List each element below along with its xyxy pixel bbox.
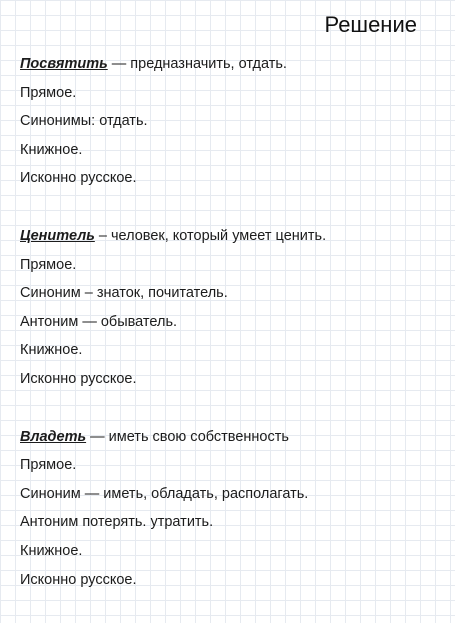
entry-vladet	[20, 423, 445, 595]
entry-line: Книжное.	[20, 542, 83, 559]
entry-definition: – человек, который умеет ценить.	[94, 227, 327, 244]
entry-line: Прямое.	[20, 457, 77, 474]
entry-line: Синоним – знаток, почитатель.	[20, 285, 228, 302]
page-title: Решение	[324, 12, 417, 37]
entry-line: Прямое.	[20, 256, 77, 273]
entry-line: Исконно русское.	[20, 170, 137, 187]
entry-definition: — иметь свою собственность	[86, 428, 289, 445]
entry-line: Прямое.	[20, 84, 77, 101]
entry-line: Исконно русское.	[20, 571, 137, 588]
entry-term: Ценитель	[20, 227, 95, 244]
entry-tsenitel	[20, 222, 445, 394]
entry-line: Исконно русское.	[20, 370, 137, 387]
entry-term: Владеть	[20, 428, 87, 445]
entry-heading	[20, 222, 445, 251]
entry-line: Синонимы: отдать.	[20, 113, 148, 130]
entry-definition: — предназначить, отдать.	[107, 56, 287, 72]
solution-content	[20, 50, 445, 623]
entry-line: Антоним — обыватель.	[20, 313, 178, 330]
entry-line: Книжное.	[20, 141, 83, 158]
entry-heading	[20, 50, 445, 79]
entry-heading	[20, 423, 445, 452]
entry-posvyatit	[20, 50, 445, 193]
entry-line: Книжное.	[20, 342, 83, 359]
entry-term: Посвятить	[20, 56, 108, 72]
entry-line: Антоним потерять. утратить.	[20, 514, 214, 531]
entry-line: Синоним — иметь, обладать, располагать.	[20, 485, 309, 502]
